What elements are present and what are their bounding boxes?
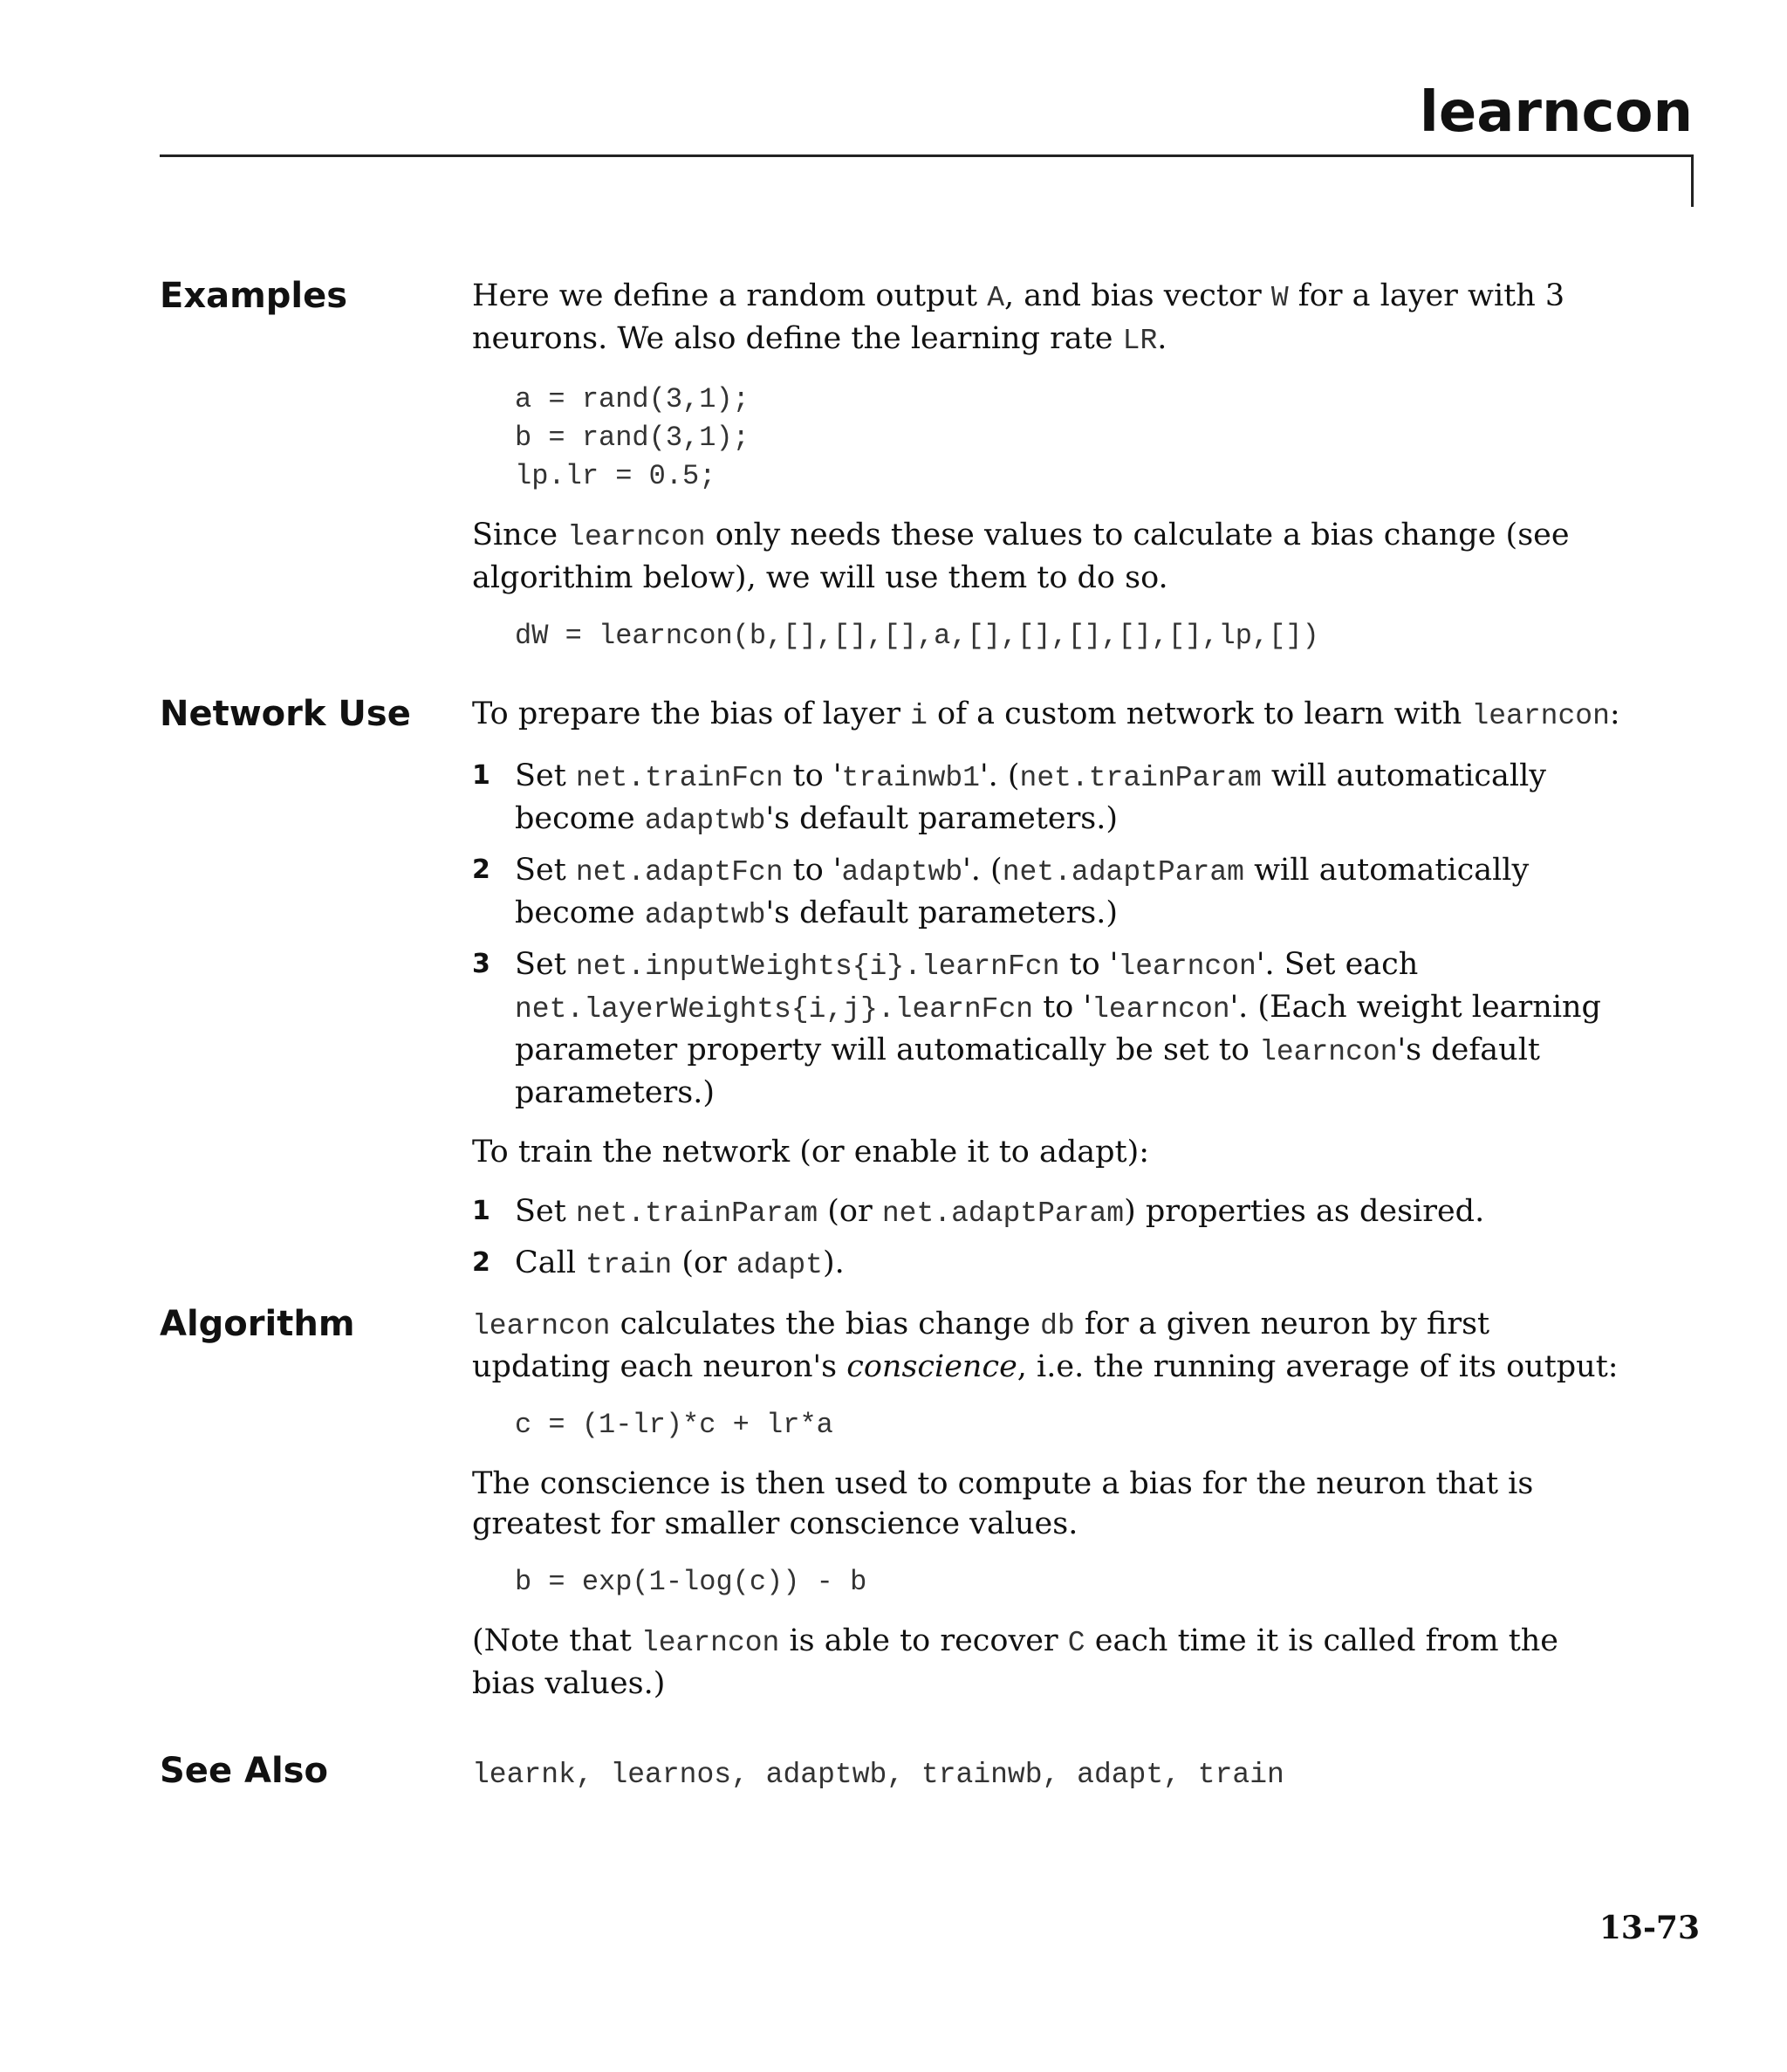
text-run: '. Set each xyxy=(1256,947,1419,982)
text-run: Here we define a random output xyxy=(472,278,988,313)
examples-code-block-2: dW = learncon(b,[],[],[],a,[],[],[],[],[],lp,[]) xyxy=(515,620,1319,652)
step-number: 1 xyxy=(472,1196,490,1226)
step-text xyxy=(515,1191,1624,1234)
numbered-step xyxy=(472,850,1624,936)
inline-code: adaptwb xyxy=(841,856,963,888)
see-also-link-adaptwb[interactable]: adaptwb xyxy=(765,1759,887,1791)
inline-code: trainwb1 xyxy=(841,762,980,794)
step-text xyxy=(515,756,1624,841)
text-run: of a custom network to learn with xyxy=(927,696,1472,731)
text-run: Set xyxy=(515,853,576,888)
algorithm-paragraph-3 xyxy=(472,1621,1624,1704)
inline-code: learncon xyxy=(567,521,706,553)
inline-code: learncon xyxy=(1259,1036,1398,1068)
network-use-section xyxy=(472,694,1624,1286)
text-run: for a layer with 3 neurons. We also define the learning rate xyxy=(472,278,1565,356)
header-rule xyxy=(160,154,1694,157)
inline-code: learncon xyxy=(640,1627,780,1659)
algorithm-heading: Algorithm xyxy=(160,1304,355,1344)
inline-code: net.trainParam xyxy=(1019,762,1262,794)
see-also-links: learnk, learnos, adaptwb, trainwb, adapt, train xyxy=(472,1753,1624,1795)
inline-code: net.trainFcn xyxy=(575,762,784,794)
inline-code: adaptwb xyxy=(644,899,766,931)
algorithm-code-block-2: b = exp(1-log(c)) - b xyxy=(515,1566,867,1598)
text-run: each time it is called from the bias values.) xyxy=(472,1623,1559,1701)
text-run: To train the network (or enable it to adapt): xyxy=(472,1135,1150,1170)
text-run: (or xyxy=(672,1245,736,1280)
text-run: The conscience is then used to compute a bias for the neuron that is greatest for smaller conscience values. xyxy=(472,1466,1534,1541)
page-number: 13-73 xyxy=(1599,1910,1700,1946)
algorithm-paragraph-2 xyxy=(472,1464,1624,1544)
see-also-link-train[interactable]: train xyxy=(1197,1759,1284,1791)
step-number: 2 xyxy=(472,854,490,885)
inline-code: learncon xyxy=(472,1310,611,1342)
inline-code: adapt xyxy=(736,1249,823,1281)
examples-paragraph-2 xyxy=(472,515,1624,598)
network-use-steps-2 xyxy=(472,1191,1624,1286)
text-run: Set xyxy=(515,758,576,793)
see-also-link-adapt[interactable]: adapt xyxy=(1077,1759,1164,1791)
text-run: will automatically become xyxy=(515,758,1547,836)
inline-code: C xyxy=(1067,1627,1085,1659)
algorithm-section xyxy=(472,1304,1624,1704)
step-number: 1 xyxy=(472,760,490,791)
inline-code: i xyxy=(910,700,928,732)
emphasis: conscience xyxy=(846,1349,1017,1384)
text-run: Set xyxy=(515,947,576,982)
inline-code: net.adaptParam xyxy=(881,1197,1125,1230)
text-run: ) properties as desired. xyxy=(1124,1194,1485,1229)
inline-code: net.adaptFcn xyxy=(575,856,784,888)
network-use-heading: Network Use xyxy=(160,694,411,734)
algorithm-code-block-1: c = (1-lr)*c + lr*a xyxy=(515,1409,833,1441)
text-run: will automatically become xyxy=(515,853,1530,930)
step-text xyxy=(515,850,1624,936)
numbered-step xyxy=(472,1191,1624,1234)
inline-code: db xyxy=(1040,1310,1075,1342)
text-run: 's default parameters.) xyxy=(765,801,1119,836)
inline-code: A xyxy=(987,282,1004,314)
inline-code: net.inputWeights{i}.learnFcn xyxy=(575,950,1060,983)
step-text xyxy=(515,1243,1624,1286)
text-run: to ' xyxy=(783,758,842,793)
step-number: 2 xyxy=(472,1247,490,1278)
examples-paragraph-1 xyxy=(472,276,1624,361)
text-run: (Note that xyxy=(472,1623,641,1658)
text-run: : xyxy=(1609,696,1620,731)
inline-code: learncon xyxy=(1092,993,1230,1026)
inline-code: learncon xyxy=(1471,700,1610,732)
text-run: Call xyxy=(515,1245,586,1280)
text-run: for a given neuron by first updating each neuron's xyxy=(472,1307,1490,1384)
text-run: ). xyxy=(822,1245,845,1280)
inline-code: train xyxy=(585,1249,673,1281)
text-run: to ' xyxy=(1033,990,1092,1025)
inline-code: net.layerWeights{i,j}.learnFcn xyxy=(515,993,1034,1026)
examples-code-block-1: a = rand(3,1); b = rand(3,1); lp.lr = 0.5; xyxy=(515,383,750,492)
text-run: , and bias vector xyxy=(1004,278,1271,313)
text-run: only needs these values to calculate a bias change (see algorithim below), we will use them to do so. xyxy=(472,518,1570,595)
numbered-step xyxy=(472,1243,1624,1286)
text-run: . xyxy=(1157,321,1167,356)
text-run: Since xyxy=(472,518,568,552)
inline-code: LR xyxy=(1122,325,1158,357)
algorithm-paragraph-1 xyxy=(472,1304,1624,1387)
text-run: to ' xyxy=(783,853,842,888)
inline-code: W xyxy=(1270,282,1289,314)
text-run: (or xyxy=(818,1194,882,1229)
step-text xyxy=(515,944,1624,1113)
network-use-paragraph-2 xyxy=(472,1132,1624,1172)
examples-heading: Examples xyxy=(160,276,348,316)
network-use-paragraph-1 xyxy=(472,694,1624,737)
page-title: learncon xyxy=(1419,80,1693,145)
step-number: 3 xyxy=(472,949,490,979)
network-use-steps-1 xyxy=(472,756,1624,1113)
see-also-section xyxy=(472,1753,1624,1795)
inline-code: net.trainParam xyxy=(575,1197,818,1230)
header-rule-tick xyxy=(1691,154,1694,207)
see-also-link-learnk[interactable]: learnk xyxy=(472,1759,576,1791)
see-also-link-trainwb[interactable]: trainwb xyxy=(921,1759,1043,1791)
text-run: 's default parameters.) xyxy=(765,895,1119,930)
text-run: is able to recover xyxy=(779,1623,1068,1658)
text-run: , i.e. the running average of its output: xyxy=(1017,1349,1619,1384)
text-run: '. (Each weight learning parameter property will automatically be set to xyxy=(515,990,1601,1067)
text-run: To prepare the bias of layer xyxy=(472,696,911,731)
see-also-link-learnos[interactable]: learnos xyxy=(610,1759,732,1791)
text-run: 's default parameters.) xyxy=(515,1033,1540,1110)
numbered-step xyxy=(472,756,1624,841)
see-also-heading: See Also xyxy=(160,1751,328,1791)
numbered-step xyxy=(472,944,1624,1113)
examples-section xyxy=(472,276,1624,655)
text-run: to ' xyxy=(1059,947,1119,982)
text-run: '. ( xyxy=(962,853,1003,888)
inline-code: net.adaptParam xyxy=(1002,856,1244,888)
text-run: '. ( xyxy=(979,758,1020,793)
text-run: calculates the bias change xyxy=(610,1307,1041,1341)
inline-code: adaptwb xyxy=(644,805,766,837)
inline-code: learncon xyxy=(1118,950,1256,983)
text-run: Set xyxy=(515,1194,576,1229)
